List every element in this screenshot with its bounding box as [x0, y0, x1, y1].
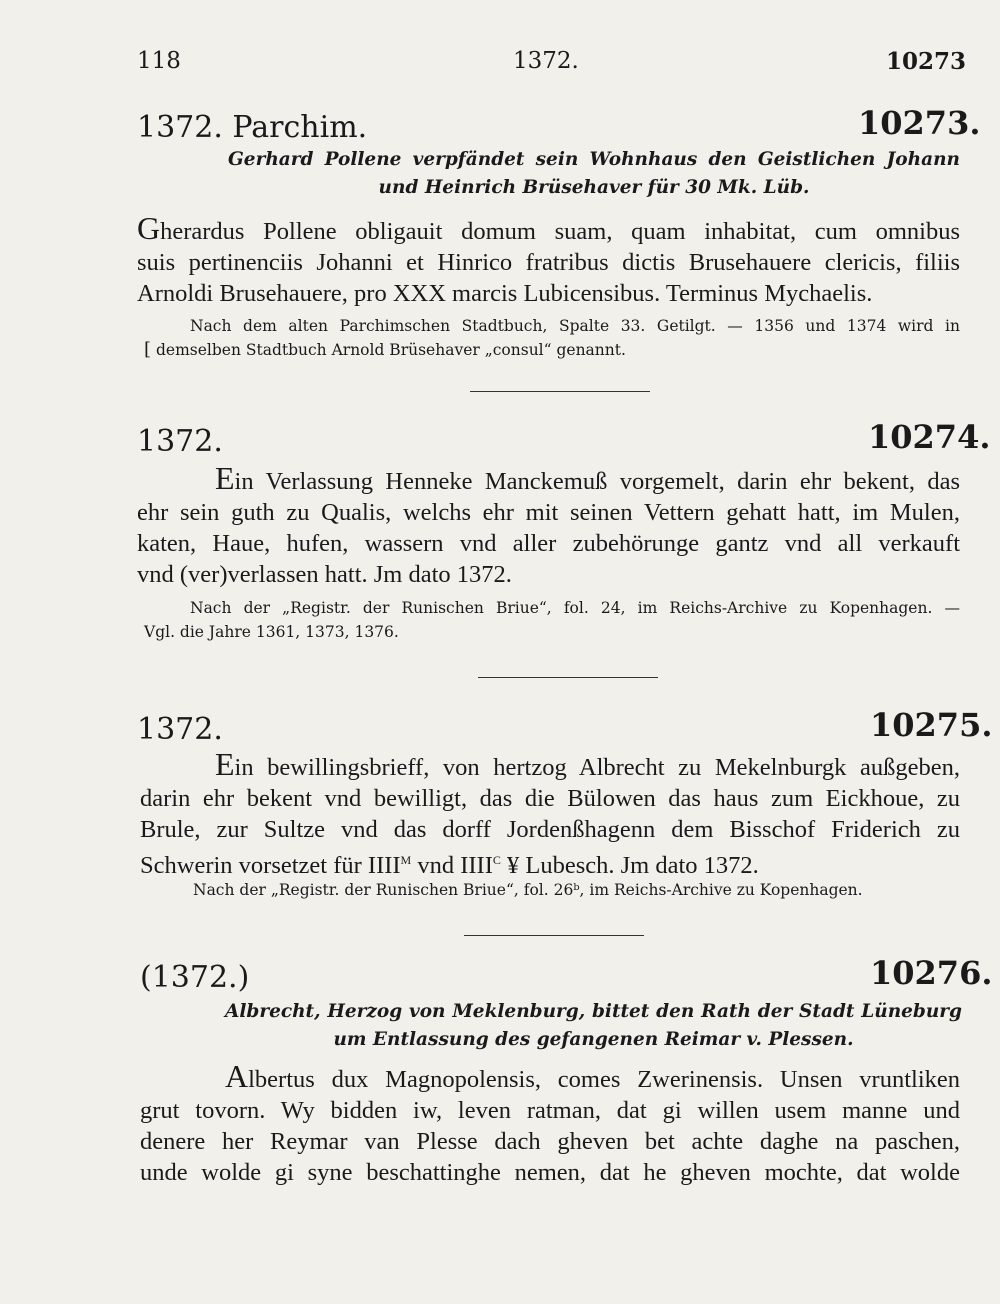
- regest-summary: Gerhard Pollene verpfändet sein Wohnhaus den Geistlichen Johann und Heinrich Brüsehaver für 30 Mk. Lüb.: [228, 149, 960, 198]
- text-line: vnd (ver)verlassen hatt. Jm dato 1372.: [137, 561, 512, 588]
- text-line: in bewillingsbrieff, von hertzog Albrecht zu Mekelnburgk außgeben,: [234, 754, 960, 781]
- initial-letter: G: [137, 210, 161, 246]
- doc-heading: 1372.: [137, 424, 223, 459]
- doc-heading: 1372.: [137, 712, 223, 747]
- note-line: Nach der „Registr. der Runischen Briue“, fol. 24, im Reichs-Archive zu Kopenhagen. —: [190, 599, 960, 617]
- initial-letter: A: [225, 1058, 249, 1094]
- text-line: grut tovorn. Wy bidden iw, leven ratman, dat gi willen usem manne und: [140, 1097, 960, 1124]
- text-line: lbertus dux Magnopolensis, comes Zwerinensis. Unsen vruntliken: [248, 1066, 960, 1093]
- doc-text: [137, 460, 960, 590]
- doc-heading: (1372.): [140, 960, 250, 995]
- doc-number: 10274.: [868, 418, 991, 456]
- text-line: in Verlassung Henneke Manckemuß vorgemelt, darin ehr bekent, das: [234, 468, 960, 495]
- regest-summary: Albrecht, Herzog von Meklenburg, bittet den Rath der Stadt Lüneburg um Entlassung des gefangenen Reimar v. Plessen.: [225, 1001, 962, 1050]
- doc-heading: 1372. Parchim.: [137, 110, 368, 145]
- section-divider: [478, 677, 658, 678]
- doc-text: [137, 210, 960, 309]
- text-line: Arnoldi Brusehauere, pro XXX marcis Lubicensibus. Terminus Mychaelis.: [137, 280, 873, 307]
- doc-number: 10273.: [858, 104, 981, 142]
- note-line: Nach dem alten Parchimschen Stadtbuch, Spalte 33. Getilgt. — 1356 und 1374 wird in: [190, 317, 960, 335]
- text-line: Schwerin vorsetzet für $IIII^M$ vnd $IIII^C$ ¥ Lubesch. Jm dato 1372.: [140, 852, 759, 880]
- text-line: Brule, zur Sultze vnd das dorff Jordenßhagenn dem Bisschof Friderich zu: [140, 816, 960, 843]
- text-line: unde wolde gi syne beschattinghe nemen, dat he gheven mochte, dat wolde: [140, 1159, 960, 1186]
- running-year: 1372.: [513, 48, 579, 74]
- initial-letter: E: [215, 460, 235, 496]
- source-note: [193, 878, 960, 902]
- text-line: herardus Pollene obligauit domum suam, quam inhabitat, cum omnibus: [160, 218, 960, 245]
- page-number: 118: [137, 48, 181, 74]
- section-divider: [470, 391, 650, 392]
- note-line: Nach der „Registr. der Runischen Briue“, fol. 26ᵇ, im Reichs-Archive zu Kopenhagen.: [193, 881, 863, 899]
- running-doc-number: 10273: [886, 48, 967, 75]
- text-line: denere her Reymar van Plesse dach gheven bet achte daghe na paschen,: [140, 1128, 960, 1155]
- text-line: suis pertinenciis Johanni et Hinrico fratribus dictis Brusehauere clericis, filiis: [137, 249, 960, 276]
- source-note: Nach dem alten Parchimschen Stadtbuch, Spalte 33. Getilgt. — 1356 und 1374 wird in [ demselben Stadtbuch Arnold Brüsehaver „consul“ genannt.: [190, 314, 960, 362]
- section-divider: [464, 935, 644, 936]
- doc-text: [140, 1058, 960, 1188]
- text-line: katen, Haue, hufen, wassern vnd aller zubehörunge gantz vnd all verkauft: [137, 530, 960, 557]
- note-line: demselben Stadtbuch Arnold Brüsehaver „consul“ genannt.: [155, 341, 626, 359]
- text-line: ehr sein guth zu Qualis, welchs ehr mit seinen Vettern gehatt hatt, im Mulen,: [137, 499, 960, 526]
- source-note: [144, 596, 960, 644]
- doc-number: 10276.: [870, 954, 993, 992]
- text-line: darin ehr bekent vnd bewilligt, das die Bülowen das haus zum Eickhoue, zu: [140, 785, 960, 812]
- doc-number: 10275.: [870, 706, 993, 744]
- initial-letter: E: [215, 746, 235, 782]
- note-line: Vgl. die Jahre 1361, 1373, 1376.: [144, 623, 399, 641]
- doc-text: [140, 746, 960, 881]
